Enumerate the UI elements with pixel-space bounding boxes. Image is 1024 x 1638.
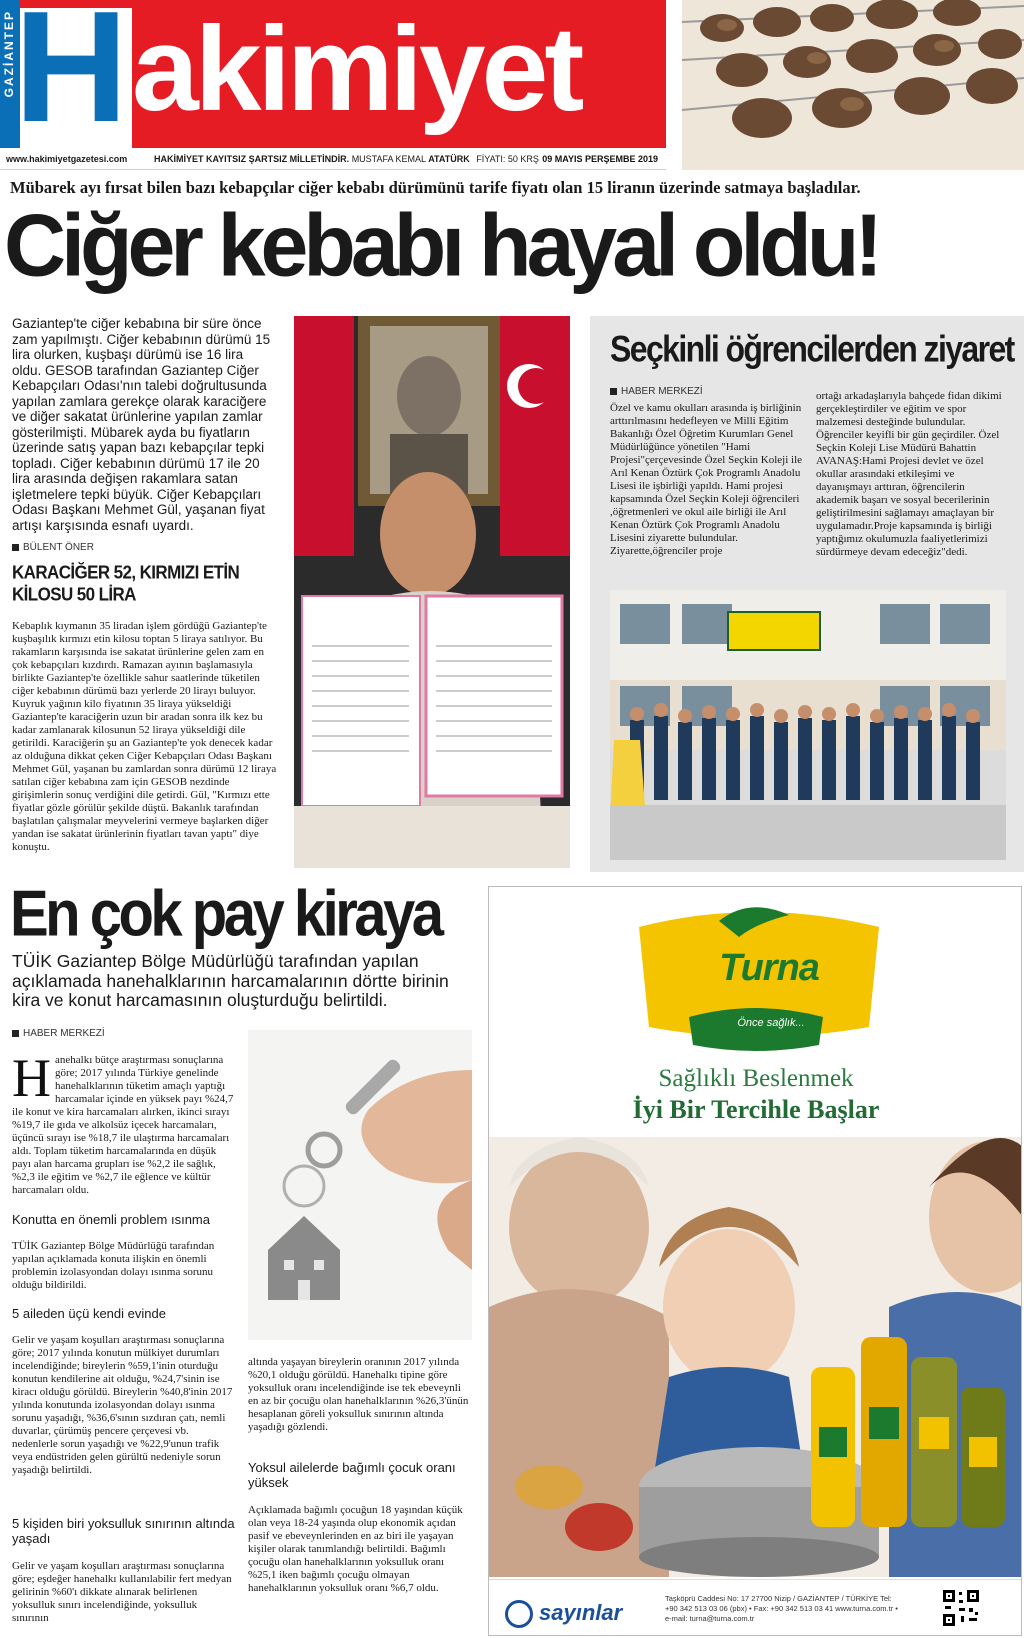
visit-headline: Seçkinli öğrencilerden ziyaret — [610, 328, 1014, 370]
motto-author: ATATÜRK — [428, 153, 470, 164]
masthead-city: GAZİANTEP — [2, 10, 16, 98]
masthead — [0, 0, 666, 155]
ad-slogan: Önce sağlık... — [737, 1017, 805, 1029]
byline-rent — [12, 1028, 105, 1039]
rent-intro-text: anehalkı bütçe araştırması sonuçlarına göre; 2017 yılında Türkiye genelinde hanehalklarının tüketim amaçlı yaptığı harcamalar içinde en yüksek payı %24,7 ile konut ve kira harcamaları alırken, ikinci sırayı %19,7 ile gıda ve alkolsüz içecek harcamaları, üçüncü sırayı ise %18,7 ile ulaştırma harcamaları aldı. Toplam tüketim harcamalarında en düşük payı alan harcama grupları ise %2,2 ile sağlık, %2,3 ile eğitim ve %2,7 ile eğlence ve kültür harcamaları oldu. — [12, 1054, 234, 1196]
drop-cap: H — [12, 1048, 51, 1108]
motto-text: HAKİMİYET KAYITSIZ ŞARTSIZ MİLLETİNDİR. — [154, 153, 350, 164]
masthead-motto — [150, 154, 542, 164]
chamber-president-photo — [294, 316, 570, 868]
qr-code-icon[interactable] — [941, 1588, 981, 1628]
advertisement-artwork — [489, 887, 1022, 1636]
logo-letter-h: H — [14, 0, 123, 155]
main-lead-paragraph: Gaziantep'te ciğer kebabına bir süre önce zam yapılmıştı. Ciğer kebabının dürümü 15 lira olurken, kuşbaşı dürümü ise 16 lira oldu. GESOB tarafından Gaziantep Ciğer Kebapçıları Odası'nın talebi doğrultusunda yapılan zamlara gerekçe olarak karaciğere ve diğer sakatat ürünlerine yapılan zamlar gösterilmişti. Mübarek ayda bu fiyatların üzerinde satış yapan bazı kebapçılar tepki topladı. Ciğer kebabının dürümü 17 ile 20 lira arasında değişen rakamlara satan işletmelere tepki büyük. Ciğer Kebapçıları Odası Başkanı Mehmet Gül, yaşanan fiyat artışı karşısında esnafı uyardı. — [12, 316, 271, 533]
byline-author: HABER MERKEZİ — [23, 1028, 105, 1039]
rent-section-poverty-title: 5 kişiden biri yoksulluk sınırının altında yaşadı — [12, 1516, 235, 1546]
rent-section-dependent-title: Yoksul ailelerde bağımlı çocuk oranı yüksek — [248, 1460, 456, 1490]
house-key-photo — [248, 1030, 472, 1340]
ad-contact-info: Taşköprü Caddesi No: 17 27700 Nizip / GAZİANTEP / TÜRKİYE Tel: +90 342 513 03 06 (pbx) • Fax: +90 342 513 03 41 www.turna.com.tr • e-mail: turna@turna.com.tr — [665, 1594, 898, 1623]
byline-main — [12, 542, 94, 553]
ad-tagline-2: İyi Bir Tercihle Başlar — [632, 1095, 880, 1124]
rent-lead: TÜİK Gaziantep Bölge Müdürlüğü tarafından yapılan açıklamada hanehalklarının harcamalarının dörtte birinin kira ve konut harcamasının oluşturduğu belirtildi. — [12, 951, 449, 1010]
kebab-photo — [682, 0, 1024, 170]
byline-visit — [610, 386, 703, 397]
rent-section-ownership-text: Gelir ve yaşam koşulları araştırması sonuçlarına göre; 2017 yılında konutun mülkiyet durumları incelendiğinde; bireylerin %59,1'inin oturduğu konutun kendilerine ait olduğu, %24,7'sinin ise kiracı olduğu görüldü. Bireylerin %40,8'inin 2017 yılında konutunda izolasyondan dolayı ısınma sorunu yaşadığı, %36,6'sının sızdıran çatı, nemli duvarlar, çürümüş pencere çerçevesi vb. nedenlerle sorun yaşadığı ve %22,9'unun trafik veya endüstriden gelen gürültü nedeniyle sorun yaşadığı belirtildi. — [12, 1334, 233, 1476]
issue-date: 09 MAYIS PERŞEMBE 2019 — [542, 153, 658, 164]
rent-section-ownership-title: 5 aileden üçü kendi evinde — [12, 1306, 166, 1321]
main-body-paragraph: Kebaplık kıymanın 35 liradan işlem gördüğü Gaziantep'te kuşbaşılık kırmızı etin kilosu toptan 5 liraya satılıyor. Bu rakamların karşısında ise sakatat ürünlerine gelen zam en çok kebapçıları kızdırdı. Ramazan ayının başlamasıyla birlikte Gaziantep'te özellikle sahur saatlerinde tüketilen ciğer kebabının dürümü bazı yerlerde 20 lirayı buluyor. Kuyruk yağının kilo fiyatının 35 liraya yükseldiği Gaziantep'te karaciğerin uzun bir aradan sonra ilk kez bu kadar zamlanarak kilosunun 52 liraya yükseldiği dile getirildi. Karaciğerin şu an Gaziantep'te yok denecek kadar az olduğuna dikkat çeken Ciğer Kebapçıları Odası Başkanı Mehmet Gül, yaşanan bu zamlardan sonra dürümü 12 liraya satılan ciğer kebabına zam için GESOB nezdinde girişimlerin sonuç verdiğini dile getirdi. Gül, "Kırmızı ette fiyatlar gözle görülür şekilde düştü. Bakanlık tarafından başlatılan çalışmalar meyvelerini vermeye başlarken diğer yandan ise sakatat ürünlerinin fiyatları tavan yaptı" diye konuştu. — [12, 620, 277, 853]
turna-advertisement[interactable] — [488, 886, 1022, 1636]
byline-marker — [12, 1030, 19, 1037]
motto-author-prefix: MUSTAFA KEMAL — [351, 153, 427, 164]
rent-section-heating-title: Konutta en önemli problem ısınma — [12, 1212, 210, 1227]
byline-author: HABER MERKEZİ — [621, 386, 703, 397]
rent-section-poverty-text: Gelir ve yaşam koşulları araştırması sonuçlarına göre; eşdeğer hanehalkı kullanılabilir fert medyan gelirinin %60'ı dikkate alınarak belirlenen yoksulluk sınırı incelendiğinde, yoksulluk sınırının — [12, 1560, 232, 1624]
logo-wordmark: akimiyet — [132, 2, 581, 136]
rent-intro-paragraph — [12, 1048, 234, 1197]
main-headline: Ciğer kebabı hayal oldu! — [4, 197, 878, 295]
main-subhead: KARACİĞER 52, KIRMIZI ETİN KİLOSU 50 LİRA — [12, 562, 240, 605]
masthead-info-bar — [0, 148, 666, 170]
rent-column-2-text: altında yaşayan bireylerin oranının 2017 yılında %20,1 olduğu görüldü. Hanehalkı tipine göre yoksulluk oranı incelendiğinde ise tek ebeveynli en az bir çocuğu olan hanehalklarının %26,3'ünün hesaplanan göreli yoksulluk sınırının altında yaşadığı gözlendi. — [248, 1356, 469, 1433]
byline-marker — [12, 544, 19, 551]
ad-company-name: sayınlar — [539, 1600, 623, 1625]
company-logo-icon — [505, 1600, 533, 1628]
ad-brand-name: Turna — [719, 947, 819, 989]
visit-column-1: Özel ve kamu okulları arasında iş birliğinin arttırılmasını hedefleyen ve Milli Eğitim Bakanlığı Özel Öğretim Kurumları Genel Müdürlüğünce yönetilen "Hami Projesi"çerçevesinde Özel Seçkin Koleji ile Arıl Kenan Öztürk Çok Programlı Anadolu Lisesi ile işbirliği yapıldı. Hami projesi kapsamında Özel Seçkin Koleji öğrencileri ,öğretmenleri ve okul aile birliği ile Arıl Kenan Öztürk Çok Programlı Anadolu Lisesini ziyarette bulundular. Ziyarette,öğrenciler proje — [610, 402, 803, 557]
rent-section-heating-text: TÜİK Gaziantep Bölge Müdürlüğü tarafından yapılan açıklamada konuta ilişkin en önemli problemin izolasyondan dolayı ısınma sorunu olduğu bildirildi. — [12, 1240, 215, 1291]
byline-author: BÜLENT ÖNER — [23, 542, 94, 553]
visit-column-2: ortağı arkadaşlarıyla bahçede fidan dikimi gerçekleştirdiler ve eğitim ve spor malzemesi desteğinde bulundular. Öğrenciler keyifli bir gün geçirdiler. Özel Seçkin Koleji Lise Müdürü Bahattin AVANAŞ:Hami Projesi devlet ve özel okullar arasındaki etkileşimi ve dayanışmayı arttıran, öğrencilerin akademik başarı ve sosyal becerilerinin geliştirilmesini sağlamayı amaçlayan bir uygulamadır.Proje kapsamında iş birliği yaptığımız okulumuzla faaliyetlerimizi sürdürmeye devam edeceğiz"dedi. — [816, 390, 1002, 558]
price-label: FİYATI: 50 KRŞ — [476, 153, 539, 164]
rent-section-dependent-text: Açıklamada bağımlı çocuğun 18 yaşından küçük olan veya 18-24 yaşında olup ekonomik açıdan pasif ve ebeveynlerinden en az biri ile yaşayan kişiler olarak tanımlandığı belirtildi. Bağımlı çocuğu olan hanehalklarının yoksulluk oranı %25,1 iken bağımlı çocuğu olmayan hanehalklarının yoksulluk oranı %6,7 oldu. — [248, 1504, 463, 1594]
ad-footer — [489, 1579, 1021, 1635]
school-visit-photo — [610, 590, 1006, 860]
main-subheadline: Mübarek ayı fırsat bilen bazı kebapçılar ciğer kebabı dürümünü tarife fiyatı olan 15 liranın üzerinde satmaya başladılar. — [10, 178, 861, 197]
byline-marker — [610, 388, 617, 395]
ad-tagline-1: Sağlıklı Beslenmek — [658, 1065, 854, 1092]
website-url[interactable]: www.hakimiyetgazetesi.com — [6, 153, 128, 164]
rent-headline: En çok pay kiraya — [10, 877, 441, 950]
